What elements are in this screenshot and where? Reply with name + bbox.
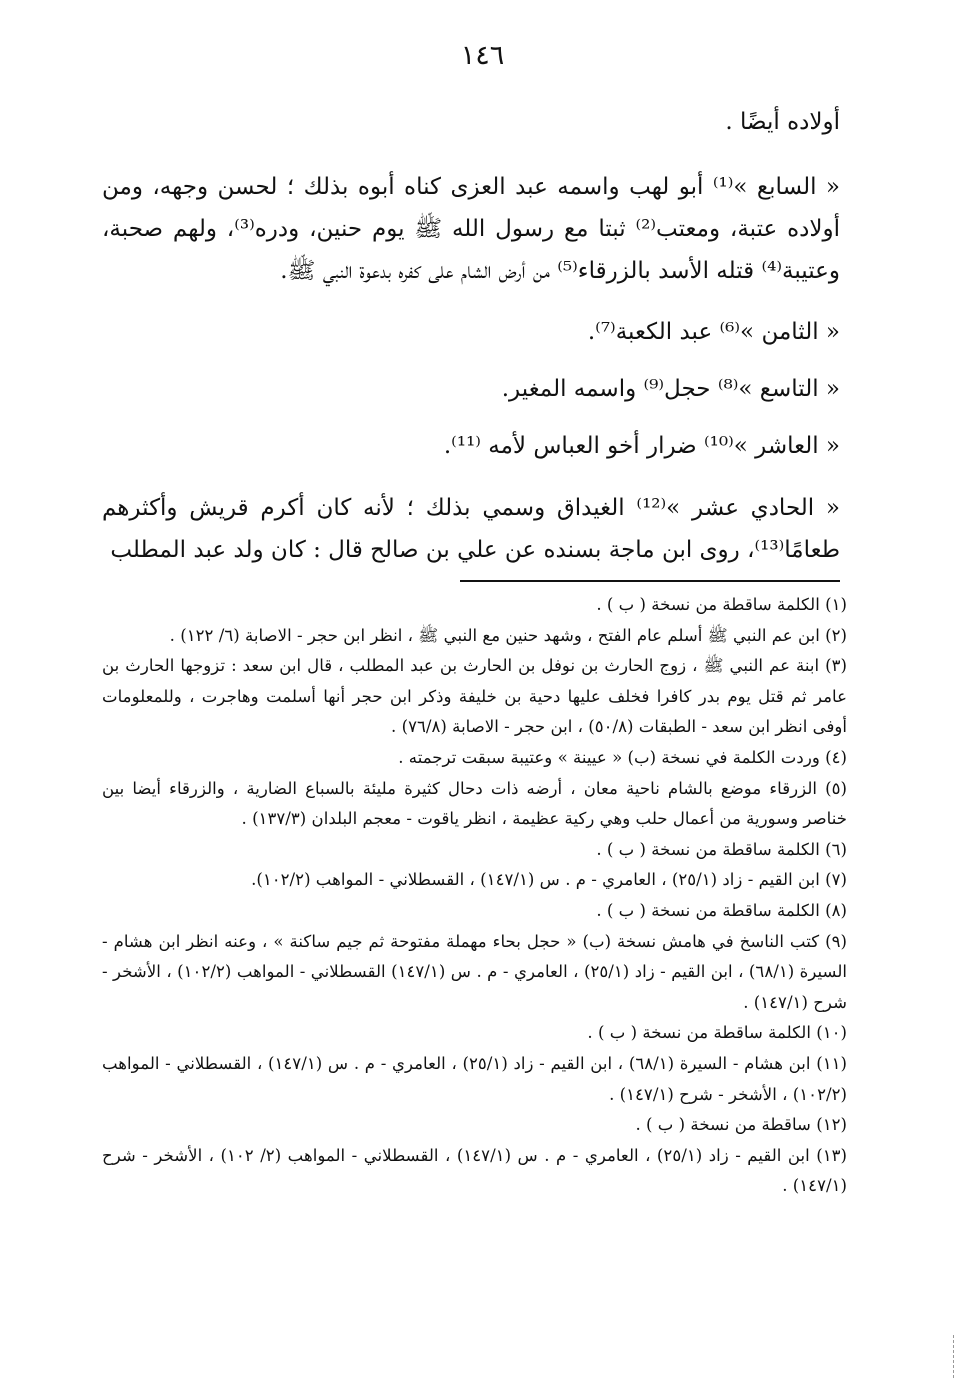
footnote: (٥) الزرقاء موضع بالشام ناحية معان ، أرضه ذات دحال كثيرة مليئة بالسباع الضارية ، والزرقاء أيضا بين خناصر وسورية من أعمال حلب وهي ركية عظيمة ، انظر ياقوت - معجم البلدان (١٣٧/٣) . xyxy=(102,778,847,829)
footnote: (١) الكلمة ساقطة من نسخة ( ب ) . xyxy=(596,595,847,614)
paragraph-continuation: أولاده أيضًا . xyxy=(725,109,840,135)
footnote: (١٢) ساقطة من نسخة ( ب ) . xyxy=(635,1115,847,1135)
page-number: ١٤٦ xyxy=(460,40,505,71)
footnote: (٤) وردت الكلمة في نسخة (ب) « عيينة » وعتيبة سبقت ترجمته . xyxy=(398,747,847,767)
paragraph-tenth-son: « العاشر »⁽¹⁰⁾ ضرار أخو العباس لأمه ⁽¹¹⁾. xyxy=(443,433,840,459)
paragraph-eleventh-son: « الحادي عشر »⁽¹²⁾ الغيداق وسمي بذلك ؛ لأنه كان أكرم قريش وأكثرهم طعامًا⁽¹³⁾، روى ابن ماجة بسنده عن علي بن صالح قال : كان ولد عبد المطلب xyxy=(102,495,841,563)
footnote: (٣) ابنة عم النبي ﷺ ، زوج الحارث بن نوفل بن الحارث بن عبد المطلب ، قال ابن سعد : تزوجها الحارث بن عامر ثم قتل يوم بدر كافرا فخلف عليها دحية بن خليفة وذكر ابن حجر أنها أسلمت وهاجرت ، وللمعلومات أوفى انظر ابن سعد - الطبقات (٥٠/٨) ، ابن حجر - الاصابة (٧٦/٨) . xyxy=(102,656,847,737)
footnote: (٨) الكلمة ساقطة من نسخة ( ب ) . xyxy=(596,900,847,920)
footnote: (١١) ابن هشام - السيرة (٦٨/١) ، ابن القيم - زاد (٢٥/١) ، العامري - م . س (١٤٧/١) ، القسطلاني - المواهب (١٠٢/٢) ، الأشخر - شرح (١٤٧/١) . xyxy=(102,1053,847,1104)
footnote: (٧) ابن القيم - زاد (٢٥/١) ، العامري - م . س (١٤٧/١) ، القسطلاني - المواهب (١٠٢/٢). xyxy=(251,870,847,890)
paragraph-ninth-son: « التاسع »⁽⁸⁾ حجل⁽⁹⁾ واسمه المغير. xyxy=(501,376,840,402)
footnote: (٦) الكلمة ساقطة من نسخة ( ب ) . xyxy=(596,839,847,859)
footnote-separator xyxy=(460,580,840,582)
footnote: (١٣) ابن القيم - زاد (٢٥/١) ، العامري - م . س (١٤٧/١) ، القسطلاني - المواهب (٢/ ١٠٢) ، الأشخر - شرح (١٤٧/١) . xyxy=(102,1145,847,1196)
footnotes xyxy=(102,590,847,1202)
paragraph-eighth-son: « الثامن »⁽⁶⁾ عبد الكعبة⁽⁷⁾. xyxy=(587,319,840,345)
footnote: (٩) كتب الناسخ في هامش نسخة (ب) « حجل بحاء مهملة مفتوحة ثم جيم ساكنة » ، وعنه انظر ابن هشام - السيرة (٦٨/١) ، ابن القيم - زاد (٢٥/١) ، العامري - م . س (١٤٧/١) القسطلاني - المواهب (١٠٢/٢) ، الأشخر - شرح (١٤٧/١) . xyxy=(102,931,848,1012)
paragraph-seventh-son: « السابع »⁽¹⁾ أبو لهب واسمه عبد العزى كناه أبوه بذلك ؛ لحسن وجهه، ومن أولاده عتبة، ومعتب⁽²⁾ ثبتا مع رسول الله ﷺ يوم حنين، ودره⁽³⁾، ولهم صحبة، وعتيبة⁽⁴⁾ قتله الأسد بالزرقاء⁽⁵⁾ من أرض الشام على كفره بدعوة النبي ﷺ. xyxy=(102,174,841,284)
footnote: (١٠) الكلمة ساقطة من نسخة ( ب ) . xyxy=(587,1023,847,1043)
scan-edge-mark xyxy=(953,1335,960,1378)
footnote: (٢) ابن عم النبي ﷺ أسلم عام الفتح ، وشهد حنين مع النبي ﷺ ، انظر ابن حجر - الاصابة (٦/ ١٢٢) . xyxy=(169,625,847,645)
